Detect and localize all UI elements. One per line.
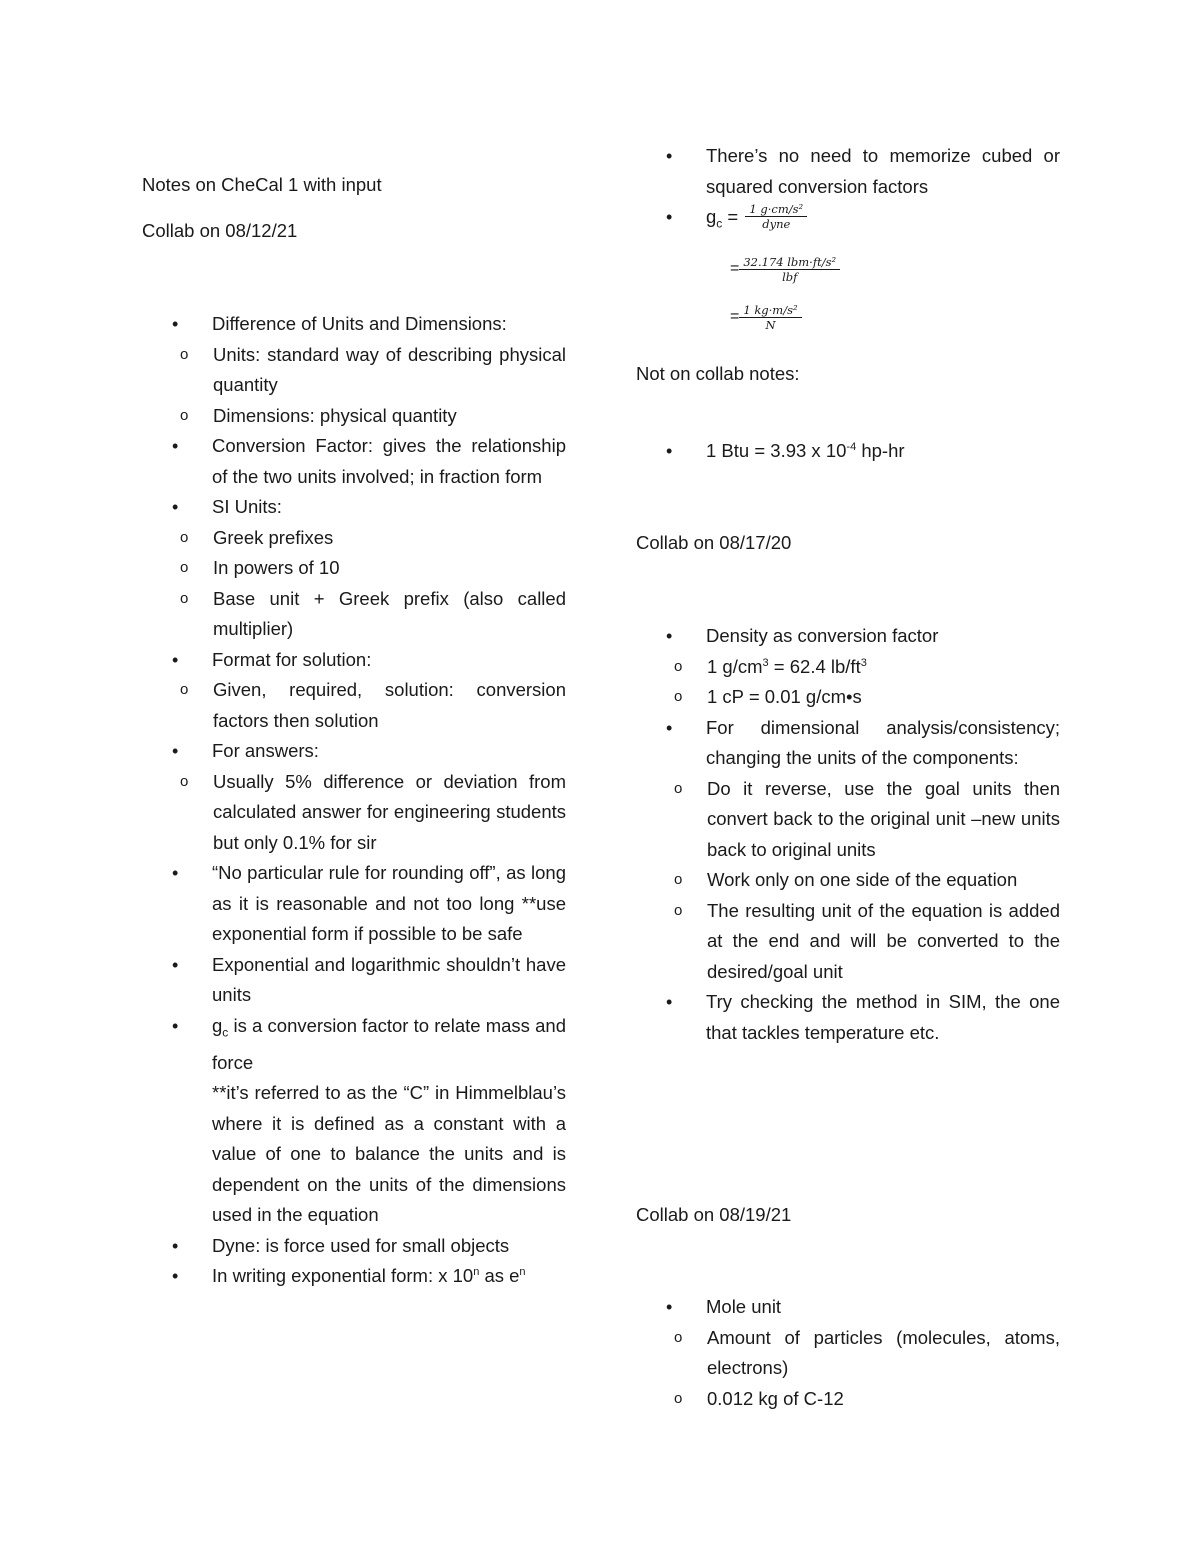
list-item <box>142 858 566 950</box>
gc-eq-subscript: c <box>716 216 723 231</box>
item-text: Density as conversion factor <box>706 625 939 646</box>
equals-sign: = <box>730 260 740 277</box>
gc-note: **it’s referred to as the “C” in Himmelblau’s where it is defined as a constant with a value of one to balance the units and is dependent on the units of the dimensions used in the equation <box>212 1082 566 1226</box>
fraction-numerator: 32.174 lbm·ft/s² <box>739 255 840 270</box>
item-text: Try checking the method in SIM, the one that tackles temperature etc. <box>706 991 1060 1043</box>
sub-list-item: o Amount of particles (molecules, atoms, electrons) <box>636 1323 1060 1384</box>
list-item <box>636 141 1060 202</box>
list-item <box>636 713 1060 988</box>
list-item <box>142 950 566 1011</box>
equals-sign: = <box>730 308 740 325</box>
list-item <box>142 1231 566 1262</box>
item-text: Difference of Units and Dimensions: <box>212 313 507 334</box>
exp-sup-1: n <box>473 1266 480 1279</box>
list-item-gc-equation <box>636 201 1060 332</box>
left-bullet-list <box>142 309 566 1292</box>
collab-header-3: Collab on 08/19/21 <box>636 1204 792 1225</box>
item-text: For dimensional analysis/consistency; changing the units of the components: <box>706 716 1060 768</box>
sub-list-item <box>636 652 1060 683</box>
gc-fraction-2 <box>739 255 840 284</box>
collab-header-1: Collab on 08/12/21 <box>142 220 298 241</box>
list-item <box>142 645 566 737</box>
sub-list-item: o Units: standard way of describing physical quantity <box>142 340 566 401</box>
sub-list-item: o 1 cP = 0.01 g/cm•s <box>636 682 1060 713</box>
list-item <box>142 431 566 492</box>
gc-fraction-3 <box>739 303 801 332</box>
list-item <box>142 492 566 645</box>
sub-list-item: o Dimensions: physical quantity <box>142 401 566 432</box>
btu-suffix: hp-hr <box>856 440 905 461</box>
list-item <box>636 987 1060 1048</box>
list-item <box>636 436 1060 467</box>
item-text: Exponential and logarithmic shouldn’t have units <box>212 953 566 1005</box>
sub-list-item: o Base unit + Greek prefix (also called multiplier) <box>142 584 566 645</box>
sub-list-item: o In powers of 10 <box>142 553 566 584</box>
gc-eq-equals: = <box>722 206 739 227</box>
gc-text: is a conversion factor to relate mass and force <box>212 1014 566 1073</box>
list-item <box>142 736 566 858</box>
exp-sup-2: n <box>519 1266 526 1279</box>
item-text: “No particular rule for rounding off”, as long as it is reasonable and not too long **use exponential form if possible to be safe <box>212 862 566 944</box>
exp-prefix: In writing exponential form: x 10 <box>212 1265 474 1287</box>
list-item-gc <box>142 1011 566 1231</box>
btu-sup: -4 <box>846 440 857 453</box>
gc-row-2 <box>730 254 840 285</box>
btu-prefix: 1 Btu = 3.93 x 10 <box>706 440 847 461</box>
sub-list-item: o Work only on one side of the equation <box>636 865 1060 896</box>
fraction-denominator: dyne <box>762 216 791 231</box>
sub-list-item: o Given, required, solution: conversion factors then solution <box>142 675 566 736</box>
item-text: Conversion Factor: gives the relationship of the two units involved; in fraction form <box>212 435 566 487</box>
list-item <box>636 1292 1060 1414</box>
item-text: For answers: <box>212 740 319 761</box>
fraction-numerator: 1 g·cm/s² <box>745 202 807 217</box>
gc-eq-symbol: g <box>706 206 717 227</box>
sub-list-item: o Greek prefixes <box>142 523 566 554</box>
list-item <box>636 621 1060 713</box>
item-text: Format for solution: <box>212 648 372 670</box>
density-sup-2: 3 <box>860 656 867 669</box>
list-item <box>142 1261 566 1292</box>
gc-subscript: c <box>222 1025 229 1040</box>
density-sup-1: 3 <box>762 656 769 669</box>
list-item <box>142 309 566 431</box>
item-text: Mole unit <box>706 1296 782 1317</box>
page-title: Notes on CheCal 1 with input <box>142 174 382 195</box>
not-collab-header: Not on collab notes: <box>636 363 800 384</box>
gc-symbol: g <box>212 1014 223 1036</box>
right-btu <box>636 436 1060 467</box>
right-collab3 <box>636 1292 1060 1414</box>
fraction-numerator: 1 kg·m/s² <box>739 303 801 318</box>
sub-list-item: o Do it reverse, use the goal units then convert back to the original unit –new units back to original units <box>636 774 1060 866</box>
sub-list-item: o 0.012 kg of C-12 <box>636 1384 1060 1415</box>
fraction-denominator: N <box>765 317 776 332</box>
item-text: Dyne: is force used for small objects <box>212 1234 510 1256</box>
fraction-denominator: lbf <box>782 269 798 284</box>
right-collab2 <box>636 621 1060 1048</box>
sub-list-item: o The resulting unit of the equation is added at the end and will be converted to the desired/goal unit <box>636 896 1060 988</box>
gc-row-3 <box>730 302 802 333</box>
item-text: SI Units: <box>212 496 282 517</box>
item-text: There’s no need to memorize cubed or squared conversion factors <box>706 145 1060 197</box>
exp-mid: as e <box>479 1265 520 1287</box>
gc-fraction-1 <box>745 202 807 231</box>
right-notes-top <box>636 141 1060 332</box>
sub-list-item: o Usually 5% difference or deviation from calculated answer for engineering students but only 0.1% for sir <box>142 767 566 859</box>
density-b: = 62.4 lb/ft <box>768 655 861 677</box>
left-notes <box>142 309 566 1292</box>
density-a: 1 g/cm <box>707 655 763 677</box>
collab-header-2: Collab on 08/17/20 <box>636 532 792 553</box>
